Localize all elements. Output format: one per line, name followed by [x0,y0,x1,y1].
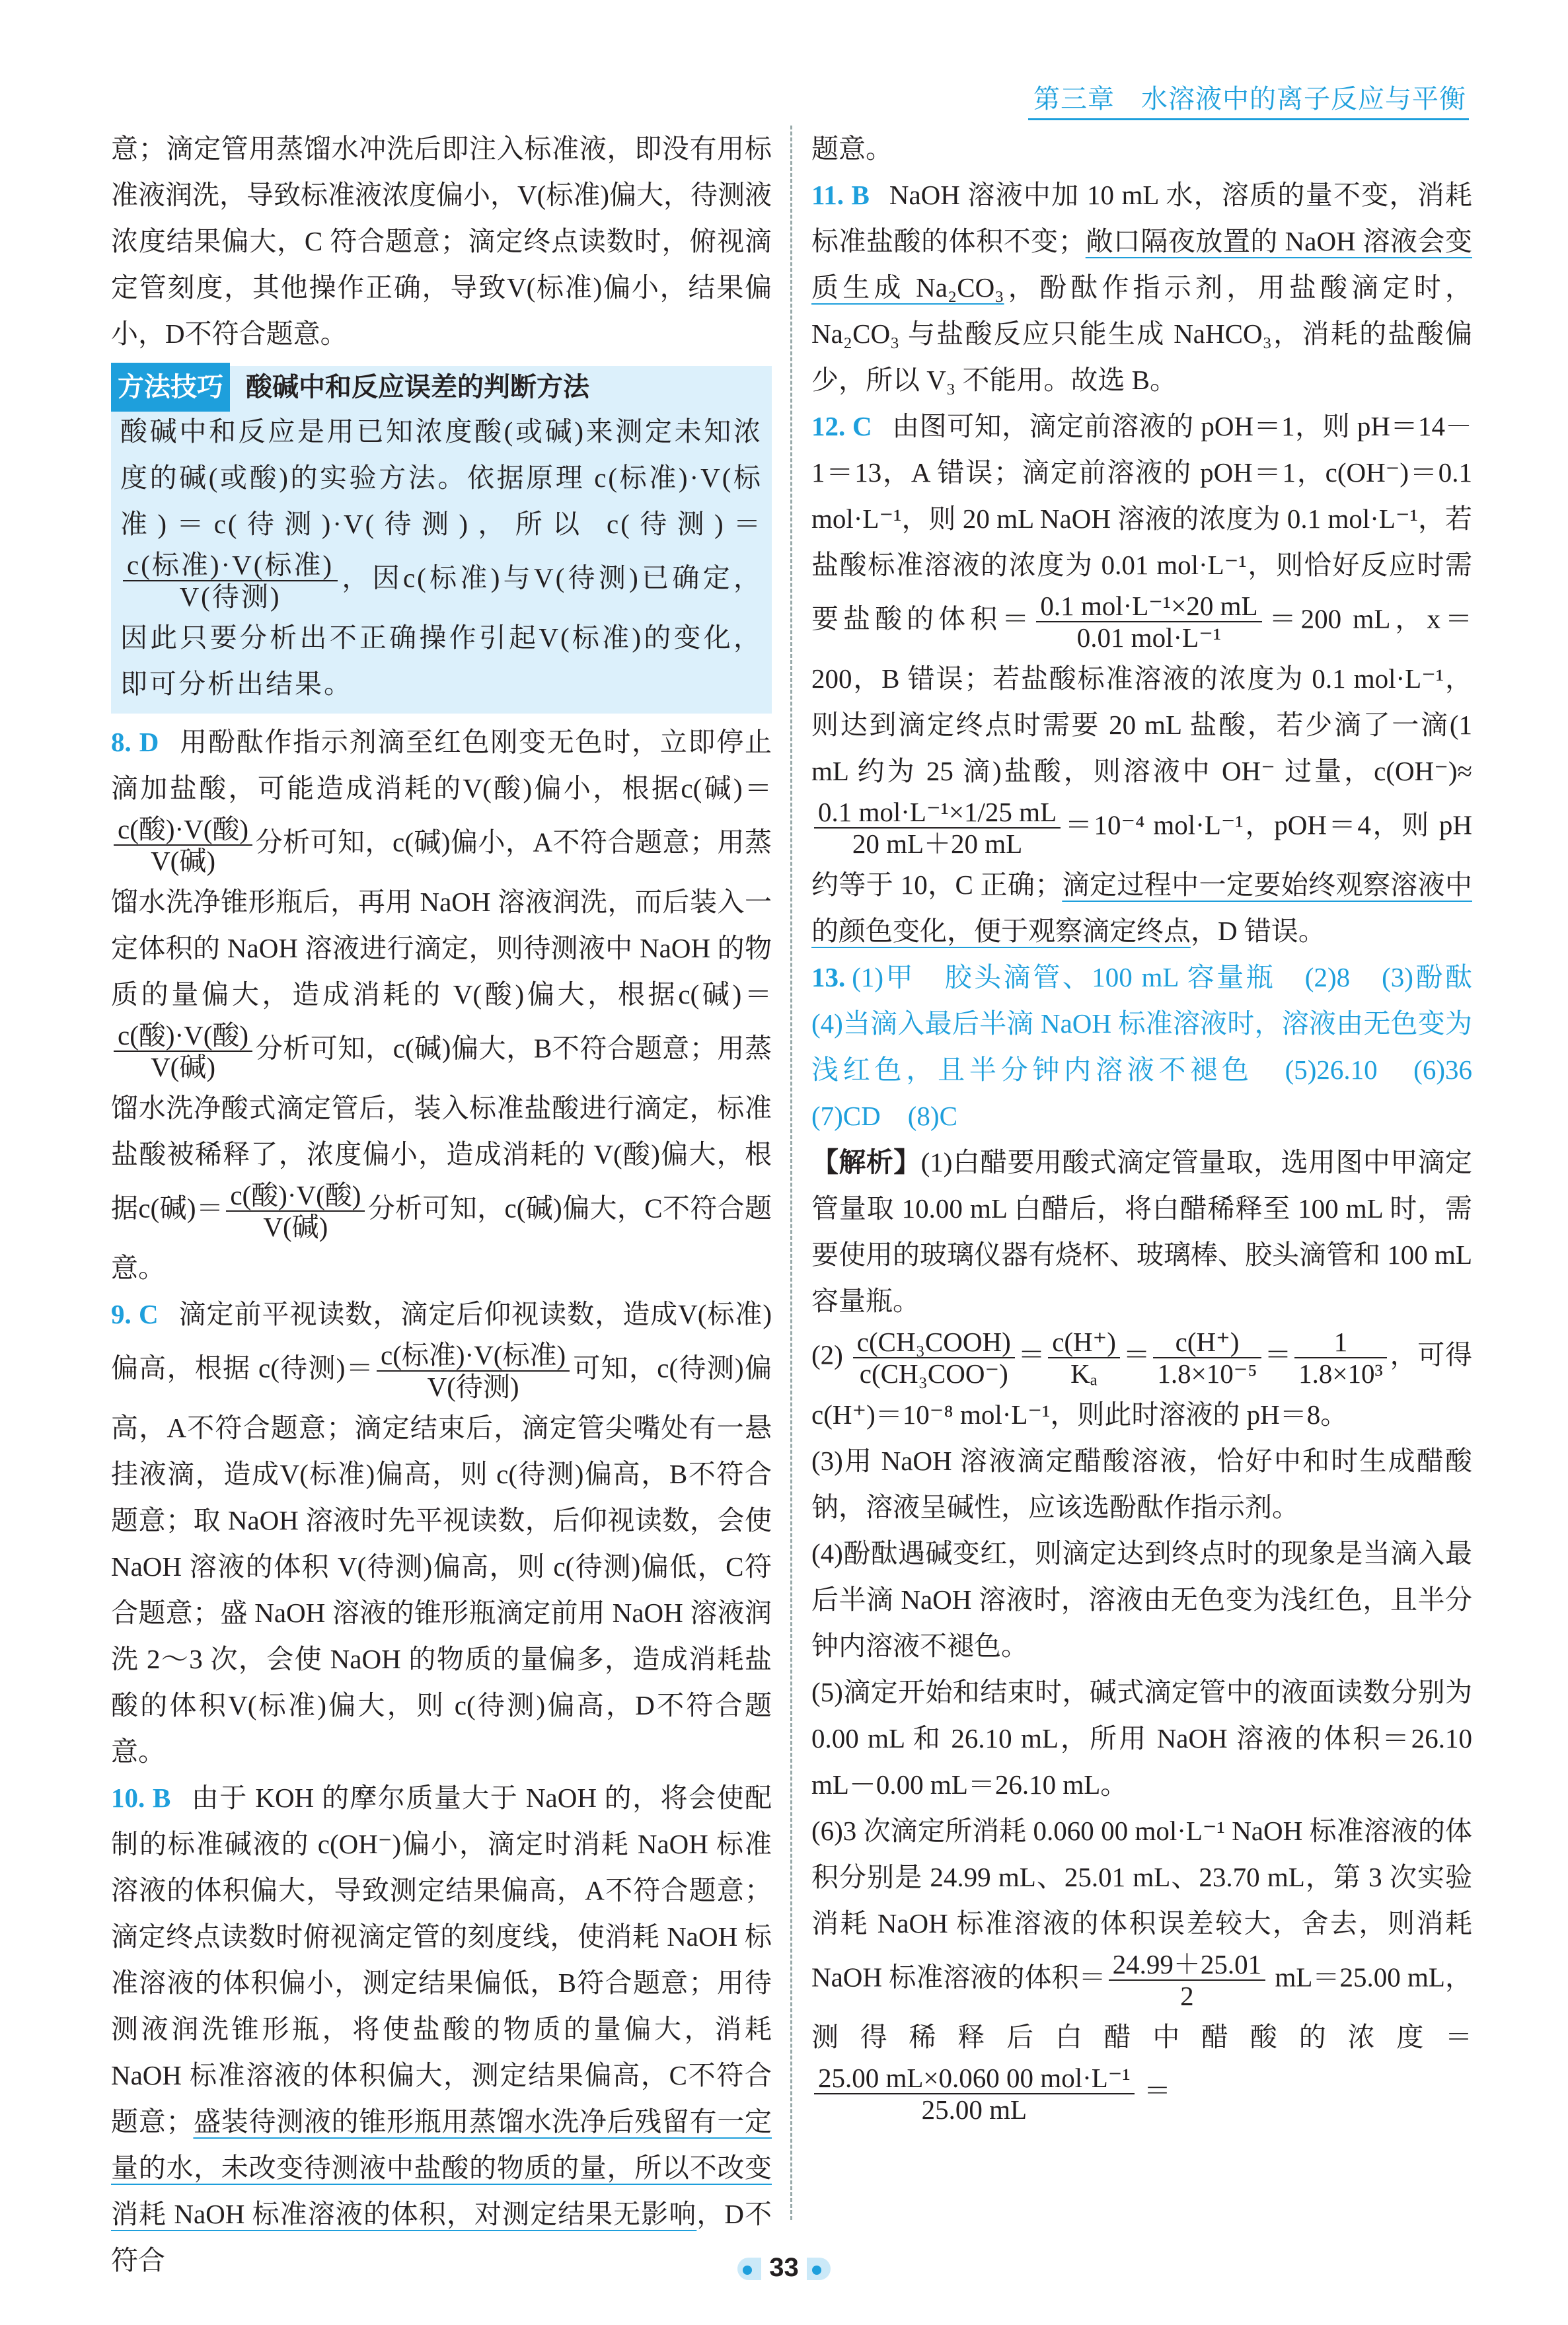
fraction [114,814,252,876]
answer-paragraph [111,126,772,357]
method-tip-heading: 酸碱中和反应误差的判断方法 [246,373,589,402]
method-tip-body [111,408,763,707]
answer-paragraph [811,1324,1472,1438]
flask-icon [737,2258,761,2280]
flask-icon [807,2258,831,2280]
fraction [226,1180,365,1242]
text-run: 由图可知，滴定前溶液的 pOH＝1，则 pH＝14－1＝13，A 错误；滴定前溶液的 pOH＝1，c(OH⁻)＝0.1 mol·L⁻¹，则 20 mL NaOH 溶液的浓度为 0.1 mol·L⁻¹，若盐酸标准溶液的浓度为 0.01 mol·L⁻¹，则恰好反应时需要盐酸的体积＝ [811,411,1473,634]
text-run: 题意。 [811,133,893,164]
fraction-denominator: 20 mL＋20 mL [852,829,1023,859]
fraction-denominator: V(待测) [179,581,281,612]
answer-paragraph [811,1139,1472,1324]
text-run: (2) [811,1339,850,1370]
fraction [814,797,1061,859]
fraction [123,550,338,612]
chapter-header [1028,78,1469,120]
fraction-denominator: 2 [1180,1981,1194,2011]
fraction [377,1340,570,1402]
fraction-numerator: c(酸)·V(酸) [114,814,252,846]
right-column [811,126,1499,2127]
fraction [1153,1327,1261,1389]
fraction-numerator: c(H⁺) [1048,1327,1120,1358]
answer-paragraph [811,126,1472,172]
text-run: 用酚酞作指示剂滴至红色刚变无色时，立即停止滴加盐酸，可能造成消耗的V(酸)偏小，根据c(碱)＝ [111,727,772,803]
fraction [1036,591,1261,653]
answer-paragraph [811,1530,1472,1669]
answer-paragraph [811,1669,1472,1808]
page-footer [0,2253,1568,2283]
fraction-denominator: c(CH₃COO⁻) [859,1358,1008,1389]
answer-paragraph [811,1438,1472,1530]
fraction-denominator: V(碱) [151,1052,215,1082]
text-run: (4)酚酞遇碱变红，则滴定达到终点时的现象是当滴入最后半滴 NaOH 溶液时，溶液由无色变为浅红色，且半分钟内溶液不褪色。 [811,1538,1472,1661]
method-tip-tag: 方法技巧 [111,363,230,412]
left-column [111,126,772,2283]
answer-paragraph [811,1808,1472,2127]
fraction-numerator: c(CH₃COOH) [853,1327,1015,1358]
text-run: 分析可知，c(碱)偏小，A不符合题意；用蒸馏水洗净锥形瓶后，再用 NaOH 溶液润洗，而后装入一定体积的 NaOH 溶液进行滴定，则待测液中 NaOH 的物质的量偏大，造成消耗的 V(酸)偏大，根据c(碱)＝ [111,827,772,1010]
answer-paragraph [811,172,1472,403]
underlined-text: 盛装待测液的锥形瓶用蒸馏水洗净后残留有一定量的水，未改变待测液中盐酸的物质的量，所以不改变消耗 NaOH 标准溶液的体积，对测定结果无影响 [111,2106,772,2229]
text-run: ，D不符合 [111,2199,772,2275]
text-run: ＝ [1137,2075,1171,2106]
text-run: (1)白醋要用酸式滴定管量取，选用图中甲滴定管量取 10.00 mL 白醋后，将白醋稀释至 100 mL 时，需要使用的玻璃仪器有烧杯、玻璃棒、胶头滴管和 100 mL 容量瓶。 [811,1147,1473,1316]
answer-paragraph [111,719,772,1291]
fraction-denominator: V(待测) [427,1372,519,1402]
fraction-denominator: 1.8×10³ [1298,1358,1383,1389]
fraction-numerator: 0.1 mol·L⁻¹×20 mL [1036,591,1261,622]
fraction [1109,1949,1266,2011]
fraction-denominator: V(碱) [151,846,215,876]
question-number: 11. B [811,180,870,210]
text-run: ＝200 mL，x＝200，B 错误；若盐酸标准溶液的浓度为 0.1 mol·L⁻¹，则达到滴定终点时需要 20 mL 盐酸，若少滴了一滴(1 mL 约为 25 滴)盐酸，则溶液中 OH⁻ 过量，c(OH⁻)≈ [811,603,1472,786]
fraction-numerator: c(H⁺) [1153,1327,1261,1358]
fraction-numerator: c(标准)·V(标准) [377,1340,570,1372]
text-run: 滴定前平视读数，滴定后仰视读数，造成V(标准)偏高，根据 c(待测)＝ [111,1299,772,1384]
column-divider [790,126,792,2220]
answer-paragraph [111,1291,772,1775]
fraction-denominator: 25.00 mL [921,2094,1027,2125]
fraction-denominator: Kₐ [1070,1358,1098,1389]
text-run: 可知，c(待测)偏高，A不符合题意；滴定结束后，滴定管尖嘴处有一悬挂液滴，造成V(标准)偏高，则 c(待测)偏高，B不符合题意；取 NaOH 溶液时先平视读数，后仰视读数，会使 NaOH 溶液的体积 V(待测)偏高，则 c(待测)偏低，C符合题意；盛 NaOH 溶液的锥形瓶滴定前用 NaOH 溶液润洗 2～3 次，会使 NaOH 的物质的量偏多，造成消耗盐酸的体积V(标准)偏大，则 c(待测)偏高，D不符合题意。 [111,1352,772,1767]
fraction [114,1020,252,1082]
fraction-numerator: 24.99＋25.01 [1109,1949,1266,1981]
text-run: ＝ [1122,1339,1151,1370]
question-number: 13. [811,962,846,992]
analysis-label: 【解析】 [811,1147,921,1177]
fraction [853,1327,1015,1389]
text-run: NaOH 溶液中加 10 mL 水，溶质的量不变，消耗标准盐酸的体积不变； [811,180,1473,256]
text-run: (1)甲 胶头滴管、100 mL 容量瓶 (2)8 (3)酚酞 (4)当滴入最后半滴 NaOH 标准溶液时，溶液由无色变为浅红色，且半分钟内溶液不褪色 (5)26.10 (6)36 (7)CD (8)C [811,962,1499,1131]
underlined-text: 敞口隔夜放置的 NaOH 溶液会变质生成 Na₂CO₃ [811,226,1473,303]
page-number: 33 [769,2253,799,2282]
text-run: ，可得 c(H⁺)＝10⁻⁸ mol·L⁻¹，则此时溶液的 pH＝8。 [811,1339,1473,1430]
method-tip-title [111,366,763,408]
text-run: ＝ [1263,1339,1292,1370]
text-run: ＝10⁻⁴ mol·L⁻¹，pOH＝4，则 pH 约等于 10，C 正确； [811,809,1472,900]
fraction-numerator: c(酸)·V(酸) [114,1020,252,1052]
answer-line [811,954,1499,1139]
fraction [1048,1327,1120,1389]
fraction-numerator: 1 [1294,1327,1387,1358]
answer-paragraph [111,1775,772,2283]
question-number: 8. D [111,727,159,757]
text-run: (6)3 次滴定所消耗 0.060 00 mol·L⁻¹ NaOH 标准溶液的体积分别是 24.99 mL、25.01 mL、23.70 mL，第 3 次实验消耗 NaOH 标准溶液的体积误差较大，舍去，则消耗 NaOH 标准溶液的体积＝ [811,1816,1472,1993]
question-number: 9. C [111,1299,159,1329]
text-run: ＝ [1017,1339,1046,1370]
text-run: ，因c(标准)与V(待测)已确定，因此只要分析出不正确操作引起V(标准)的变化，即可分析出结果。 [120,562,763,699]
chapter-number: 第三章 [1033,85,1115,114]
chapter-title: 水溶液中的离子反应与平衡 [1141,85,1466,114]
fraction-numerator: c(酸)·V(酸) [226,1180,365,1212]
answer-paragraph [811,403,1472,954]
fraction-denominator: V(碱) [263,1212,328,1242]
text-run: ，D 错误。 [1191,916,1325,946]
fraction [1294,1327,1387,1389]
text-run: ，酚酞作指示剂，用盐酸滴定时，Na₂CO₃ 与盐酸反应只能生成 NaHCO₃，消耗的盐酸偏少，所以 V₃ 不能用。故选 B。 [811,272,1472,395]
text-run: mL＝25.00 mL，测得稀释后白醋中醋酸的浓度＝ [811,1962,1472,2052]
underlined-text: 滴定过程中一定要始终观察溶液中的颜色变化，便于观察滴定终点 [811,869,1472,946]
text-run: 分析可知，c(碱)偏大，B不符合题意；用蒸馏水洗净酸式滴定管后，装入标准盐酸进行滴定，标准盐酸被稀释了，浓度偏小，造成消耗的 V(酸)偏大，根据c(碱)＝ [111,1033,772,1224]
fraction-denominator: 0.01 mol·L⁻¹ [1076,622,1222,653]
question-number: 12. C [811,411,872,441]
fraction-numerator: c(标准)·V(标准) [123,550,338,581]
text-run: (3)用 NaOH 溶液滴定醋酸溶液，恰好中和时生成醋酸钠，溶液呈碱性，应该选酚酞作指示剂。 [811,1446,1472,1522]
text-run: (5)滴定开始和结束时，碱式滴定管中的液面读数分别为 0.00 mL 和 26.10 mL，所用 NaOH 溶液的体积＝26.10 mL－0.00 mL＝26.10 mL。 [811,1677,1472,1800]
text-run: 意；滴定管用蒸馏水冲洗后即注入标准液，即没有用标准液润洗，导致标准液浓度偏小，V(标准)偏大，待测液浓度结果偏大，C 符合题意；滴定终点读数时，俯视滴定管刻度，其他操作正确，导致V(标准)偏小，结果偏小，D不符合题意。 [111,133,772,349]
method-tip-box [111,366,772,714]
text-run: 酸碱中和反应是用已知浓度酸(或碱)来测定未知浓度的碱(或酸)的实验方法。依据原理 c(标准)·V(标准)＝c(待测)·V(待测)，所以 c(待测)＝ [120,416,763,539]
fraction [814,2063,1135,2125]
fraction-denominator: 1.8×10⁻⁵ [1157,1358,1257,1389]
fraction-numerator: 25.00 mL×0.060 00 mol·L⁻¹ [814,2063,1135,2094]
text-run: 分析可知，c(碱)偏大，C不符合题意。 [111,1193,772,1283]
question-number: 10. B [111,1783,171,1813]
fraction-numerator: 0.1 mol·L⁻¹×1/25 mL [814,797,1061,829]
text-run: 由于 KOH 的摩尔质量大于 NaOH 的，将会使配制的标准碱液的 c(OH⁻)偏小，滴定时消耗 NaOH 标准溶液的体积偏大，导致测定结果偏高，A不符合题意；滴定终点读数时俯视滴定管的刻度线，使消耗 NaOH 标准溶液的体积偏小，测定结果偏低，B符合题意；用待测液润洗锥形瓶，将使盐酸的物质的量偏大，消耗 NaOH 标准溶液的体积偏大，测定结果偏高，C不符合题意； [111,1783,772,2137]
